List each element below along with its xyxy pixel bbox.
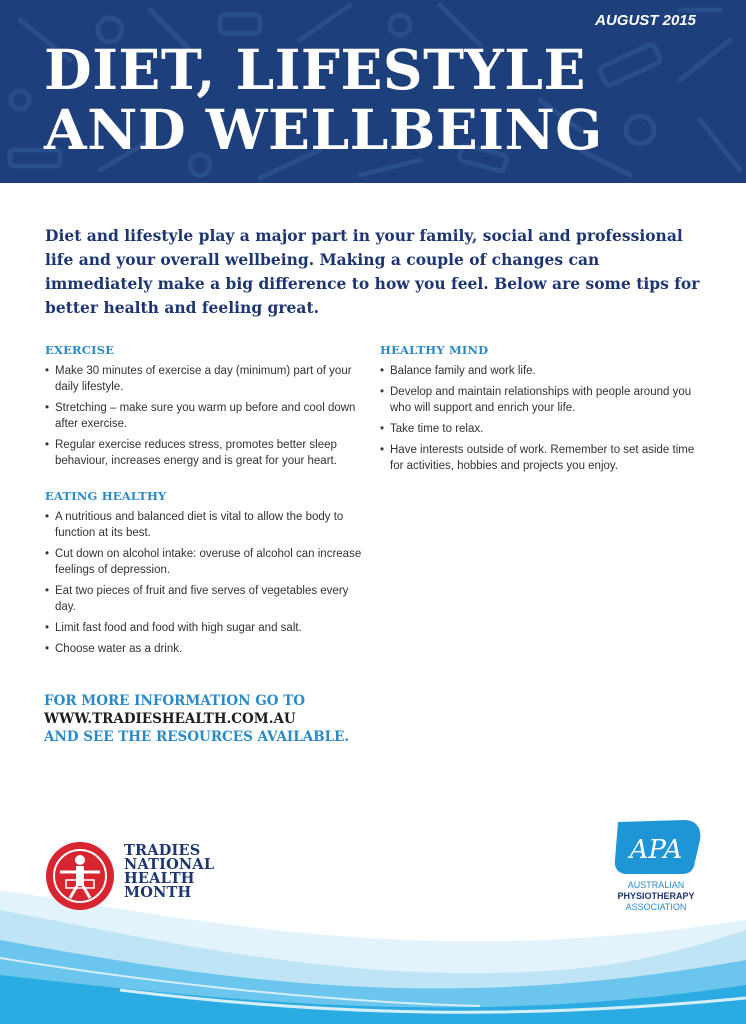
exercise-list	[45, 363, 370, 469]
list-item: • Balance family and work life.	[380, 363, 705, 379]
mind-heading: HEALTHY MIND	[380, 343, 489, 357]
list-item: • Cut down on alcohol intake: overuse of alcohol can increase feelings of depression.	[45, 546, 370, 578]
list-item: • Develop and maintain relationships with people around you who will support and enrich your life.	[380, 384, 705, 416]
title-line-2: AND WELLBEING	[44, 97, 603, 162]
apa-word: PHYSIOTHERAPY	[617, 891, 695, 901]
tnhm-wordmark	[124, 844, 214, 900]
exercise-heading: EXERCISE	[45, 343, 115, 357]
mind-list	[380, 363, 705, 474]
apa-wordmark	[606, 880, 706, 913]
apa-mark-text: APA	[629, 835, 683, 865]
right-column	[380, 343, 705, 494]
header-banner	[0, 0, 746, 183]
issue-date: AUGUST 2015	[595, 12, 696, 29]
list-item: • Stretching – make sure you warm up before and cool down after exercise.	[45, 400, 370, 432]
list-item: • Choose water as a drink.	[45, 641, 370, 657]
tnhm-emblem-icon	[44, 840, 116, 912]
tnhm-word: HEALTH	[124, 870, 195, 887]
more-info-block	[44, 692, 444, 746]
apa-logo	[606, 814, 706, 918]
list-item: • Make 30 minutes of exercise a day (minimum) part of your daily lifestyle.	[45, 363, 370, 395]
list-item: • Limit fast food and food with high sugar and salt.	[45, 620, 370, 636]
apa-mark-icon	[606, 814, 706, 878]
website-link[interactable]: WWW.TRADIESHEALTH.COM.AU	[44, 711, 296, 727]
eating-heading: EATING HEALTHY	[45, 489, 167, 503]
tnhm-logo	[44, 840, 244, 912]
list-item: • Take time to relax.	[380, 421, 705, 437]
list-item: • Eat two pieces of fruit and five serves of vegetables every day.	[45, 583, 370, 615]
tnhm-word: TRADIES	[124, 842, 201, 859]
page-title	[44, 37, 603, 162]
left-column	[45, 343, 370, 677]
apa-word: AUSTRALIAN	[627, 880, 685, 890]
list-item: • A nutritious and balanced diet is vital to allow the body to function at its best.	[45, 509, 370, 541]
tnhm-word: MONTH	[124, 884, 192, 901]
list-item: • Regular exercise reduces stress, promotes better sleep behaviour, increases energy and is great for your heart.	[45, 437, 370, 469]
apa-word: ASSOCIATION	[625, 902, 687, 912]
list-item: • Have interests outside of work. Remember to set aside time for activities, hobbies and projects you enjoy.	[380, 442, 705, 474]
eating-list	[45, 509, 370, 657]
cta-line-1: FOR MORE INFORMATION GO TO	[44, 693, 306, 709]
cta-line-3: AND SEE THE RESOURCES AVAILABLE.	[44, 729, 350, 745]
tnhm-word: NATIONAL	[124, 856, 215, 873]
intro-paragraph: Diet and lifestyle play a major part in your family, social and professional life and your overall wellbeing. Making a couple of changes can immediately make a big difference to how you feel. Below are some tips for better health and feeling great.	[45, 226, 700, 317]
title-line-1: DIET, LIFESTYLE	[44, 37, 586, 102]
